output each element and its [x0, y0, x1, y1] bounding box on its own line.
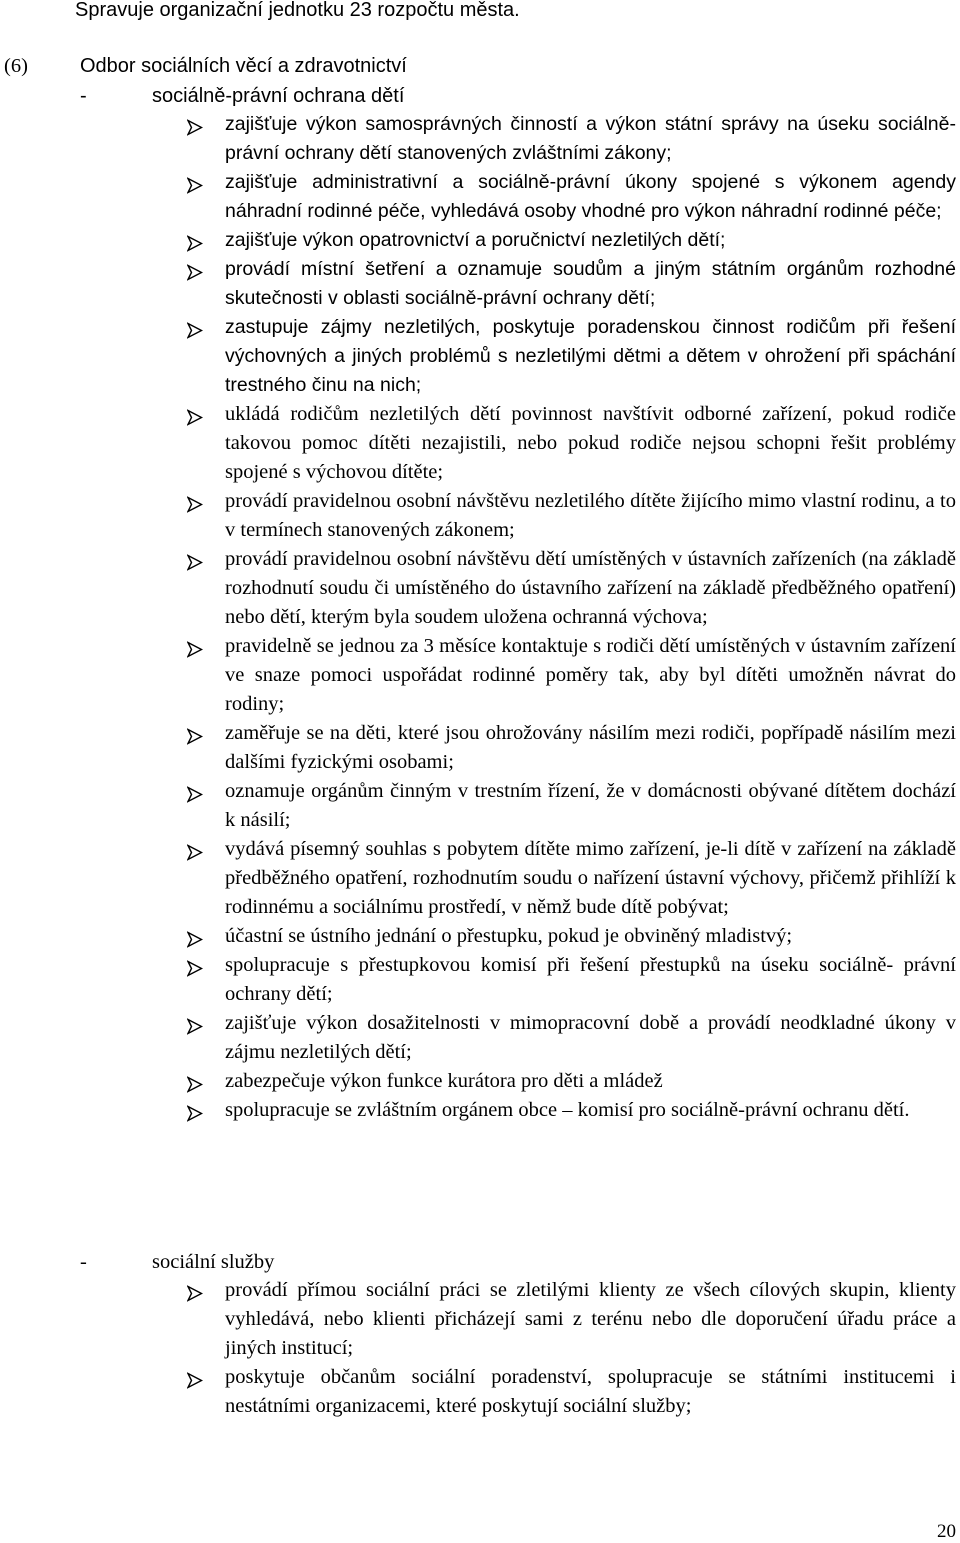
- section-heading: [0, 52, 960, 81]
- list-item: [0, 487, 960, 545]
- list-item: [0, 255, 960, 313]
- list-item: [0, 110, 960, 168]
- arrowhead-bullet-icon: [187, 638, 203, 655]
- subsection-heading-social-services: [0, 1248, 960, 1277]
- list-item-text: účastní se ústního jednání o přestupku, pokud je obviněný mladistvý;: [225, 925, 793, 947]
- list-item: [0, 632, 960, 719]
- page-number: 20: [937, 1521, 956, 1542]
- arrowhead-bullet-icon: [187, 116, 203, 133]
- arrowhead-bullet-icon: [187, 957, 203, 974]
- arrowhead-bullet-icon: [187, 493, 203, 510]
- arrowhead-bullet-icon: [187, 1073, 203, 1090]
- list-item-text: zajišťuje výkon samosprávných činností a výkon státní správy na úseku sociálně-právní ochrany dětí stanovených zvláštními zákony;: [225, 113, 956, 164]
- list-item: [0, 313, 960, 400]
- section-number: (6): [4, 55, 28, 77]
- list-item: [0, 835, 960, 922]
- list-item: [0, 1096, 960, 1125]
- arrowhead-bullet-icon: [187, 232, 203, 249]
- arrowhead-bullet-icon: [187, 319, 203, 336]
- list-item-text: poskytuje občanům sociální poradenství, spolupracuje se státními institucemi i nestátními organizacemi, které poskytují sociální služby;: [225, 1366, 956, 1417]
- arrowhead-bullet-icon: [187, 1369, 203, 1386]
- list-item-text: provádí pravidelnou osobní návštěvu nezletilého dítěte žijícího mimo vlastní rodinu, a to v termínech stanovených zákonem;: [225, 490, 956, 541]
- list-item: [0, 226, 960, 255]
- arrowhead-bullet-icon: [187, 841, 203, 858]
- list-item: [0, 1363, 960, 1421]
- child-protection-list: [0, 110, 960, 1125]
- arrowhead-bullet-icon: [187, 725, 203, 742]
- subsection-dash: -: [80, 85, 87, 107]
- list-item-text: zastupuje zájmy nezletilých, poskytuje poradenskou činnost rodičům při řešení výchovných a jiných problémů s nezletilými dětmi a dětem v ohrožení při spáchání trestného činu na nich;: [225, 316, 956, 396]
- list-item: [0, 1009, 960, 1067]
- subsection-title: sociálně-právní ochrana dětí: [152, 85, 405, 107]
- list-item-text: zaměřuje se na děti, které jsou ohrožovány násilím mezi rodiči, popřípadě násilím mezi dalšími fyzickými osobami;: [225, 722, 956, 773]
- arrowhead-bullet-icon: [187, 1282, 203, 1299]
- section-title: Odbor sociálních věcí a zdravotnictví: [80, 55, 407, 77]
- list-item: [0, 168, 960, 226]
- list-item-text: spolupracuje s přestupkovou komisí při řešení přestupků na úseku sociálně- právní ochrany dětí;: [225, 954, 956, 1005]
- list-item: [0, 1276, 960, 1363]
- arrowhead-bullet-icon: [187, 783, 203, 800]
- list-item: [0, 545, 960, 632]
- arrowhead-bullet-icon: [187, 928, 203, 945]
- subsection-dash: -: [80, 1251, 87, 1273]
- list-item-text: zabezpečuje výkon funkce kurátora pro děti a mládež: [225, 1070, 663, 1092]
- list-item-text: provádí místní šetření a oznamuje soudům a jiným státním orgánům rozhodné skutečnosti v oblasti sociálně-právní ochrany dětí;: [225, 258, 956, 309]
- list-item: [0, 719, 960, 777]
- arrowhead-bullet-icon: [187, 406, 203, 423]
- list-item: [0, 777, 960, 835]
- list-item-text: zajišťuje výkon opatrovnictví a poručnictví nezletilých dětí;: [225, 229, 726, 251]
- list-item: [0, 400, 960, 487]
- arrowhead-bullet-icon: [187, 1102, 203, 1119]
- list-item-text: zajišťuje administrativní a sociálně-právní úkony spojené s výkonem agendy náhradní rodinné péče, vyhledává osoby vhodné pro výkon náhradní rodinné péče;: [225, 171, 956, 222]
- list-item-text: ukládá rodičům nezletilých dětí povinnost navštívit odborné zařízení, pokud rodiče takovou pomoc dítěti nezajistili, nebo pokud rodiče nejsou schopni řešit problémy spojené s výchovou dítěte;: [225, 403, 956, 483]
- list-item: [0, 922, 960, 951]
- list-item-text: spolupracuje se zvláštním orgánem obce – komisí pro sociálně-právní ochranu dětí.: [225, 1099, 910, 1121]
- list-item-text: provádí pravidelnou osobní návštěvu dětí umístěných v ústavních zařízeních (na základě rozhodnutí soudu či umístěného do ústavního zařízení na základě předběžného opatření) nebo dětí, kterým byla soudem uložena ochranná výchova;: [225, 548, 956, 628]
- subsection-heading-child-protection: [0, 82, 960, 111]
- arrowhead-bullet-icon: [187, 261, 203, 278]
- list-item: [0, 951, 960, 1009]
- header-line: Spravuje organizační jednotku 23 rozpočtu města.: [75, 0, 520, 21]
- arrowhead-bullet-icon: [187, 174, 203, 191]
- list-item-text: provádí přímou sociální práci se zletilými klienty ze všech cílových skupin, klienty vyhledává, nebo klienti přicházejí sami z terénu nebo dle doporučení úřadu práce a jiných institucí;: [225, 1279, 956, 1359]
- list-item-text: zajišťuje výkon dosažitelnosti v mimopracovní době a provádí neodkladné úkony v zájmu nezletilých dětí;: [225, 1012, 956, 1063]
- list-item-text: vydává písemný souhlas s pobytem dítěte mimo zařízení, je-li dítě v zařízení na základě předběžného opatření, rozhodnutím soudu o nařízení ústavní výchovy, přičemž přihlíží k rodinnému a sociálnímu prostředí, v němž bude dítě pobývat;: [225, 838, 956, 918]
- list-item: [0, 1067, 960, 1096]
- list-item-text: oznamuje orgánům činným v trestním řízení, že v domácnosti obývané dítětem dochází k násilí;: [225, 780, 956, 831]
- subsection-title: sociální služby: [152, 1251, 275, 1273]
- list-item-text: pravidelně se jednou za 3 měsíce kontaktuje s rodiči dětí umístěných v ústavním zařízení ve snaze pomoci uspořádat rodinné poměry tak, aby byl dítěti umožněn návrat do rodiny;: [225, 635, 956, 715]
- arrowhead-bullet-icon: [187, 551, 203, 568]
- arrowhead-bullet-icon: [187, 1015, 203, 1032]
- social-services-list: [0, 1276, 960, 1421]
